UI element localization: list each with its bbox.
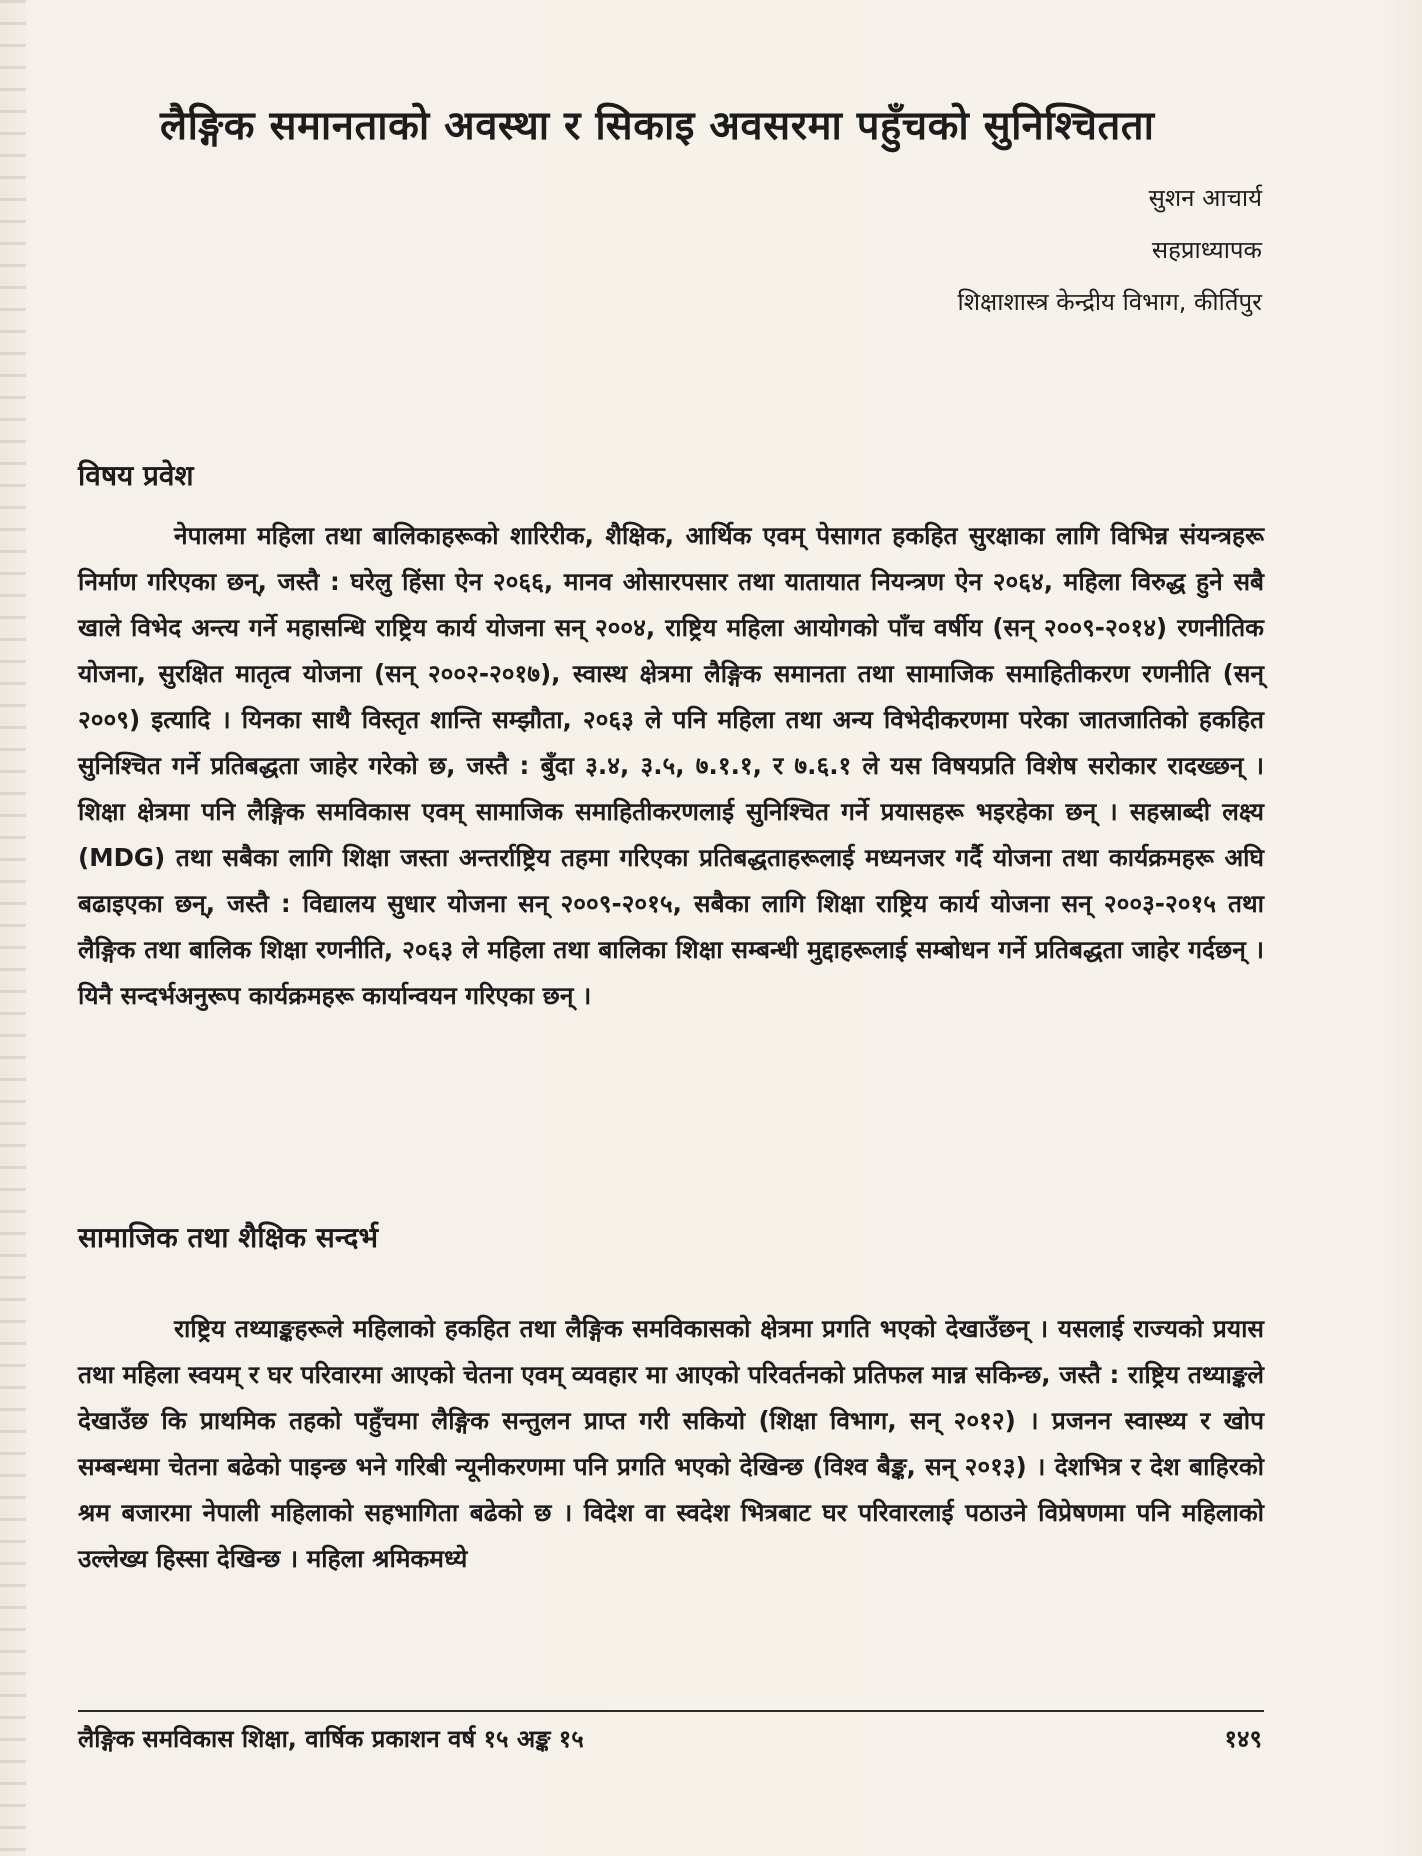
author-designation: सहप्राध्यापक xyxy=(1151,236,1262,264)
article-title: लैङ्गिक समानताको अवस्था र सिकाइ अवसरमा पहुँचको सुनिश्चितता xyxy=(160,103,1155,149)
section-heading-introduction: विषय प्रवेश xyxy=(78,459,194,492)
author-affiliation: शिक्षाशास्त्र केन्द्रीय विभाग, कीर्तिपुर xyxy=(957,288,1262,316)
section-paragraph-introduction: नेपालमा महिला तथा बालिकाहरूको शारिरीक, शैक्षिक, आर्थिक एवम् पेसागत हकहित सुरक्षाका लागि विभिन्न संयन्त्रहरू निर्माण गरिएका छन्, जस्तै : घरेलु हिंसा ऐन २०६६, मानव ओसारपसार तथा यातायात नियन्त्रण ऐन २०६४, महिला विरुद्ध हुने सबै खाले विभेद अन्त्य गर्ने महासन्धि राष्ट्रिय कार्य योजना सन् २००४, राष्ट्रिय महिला आयोगको पाँच वर्षीय (सन् २००९-२०१४) रणनीतिक योजना, सुरक्षित मातृत्व योजना (सन् २००२-२०१७), स्वास्थ क्षेत्रमा लैङ्गिक समानता तथा सामाजिक समाहितीकरण रणनीति (सन् २००९) इत्यादि । यिनका साथै विस्तृत शान्ति सम्झौता, २०६३ ले पनि महिला तथा अन्य विभेदीकरणमा परेका जातजातिको हकहित सुनिश्चित गर्ने प्रतिबद्धता जाहेर गरेको छ, जस्तै : बुँदा ३.४, ३.५, ७.१.१, र ७.६.१ ले यस विषयप्रति विशेष सरोकार रादख्छन् । शिक्षा क्षेत्रमा पनि लैङ्गिक समविकास एवम् सामाजिक समाहितीकरणलाई सुनिश्चित गर्ने प्रयासहरू भइरहेका छन् । सहस्राब्दी लक्ष्य (MDG) तथा सबैका लागि शिक्षा जस्ता अन्तर्राष्ट्रिय तहमा गरिएका प्रतिबद्धताहरूलाई मध्यनजर गर्दै योजना तथा कार्यक्रमहरू अघि बढाइएका छन्, जस्तै : विद्यालय सुधार योजना सन् २००९-२०१५, सबैका लागि शिक्षा राष्ट्रिय कार्य योजना सन् २००३-२०१५ तथा लैङ्गिक तथा बालिक शिक्षा रणनीति, २०६३ ले महिला तथा बालिका शिक्षा सम्बन्धी मुद्दाहरूलाई सम्बोधन गर्ने प्रतिबद्धता जाहेर गर्दछन् । यिनै सन्दर्भअनुरूप कार्यक्रमहरू कार्यान्वयन गरिएका छन् । xyxy=(78,521,1264,1010)
section-heading-social-context: सामाजिक तथा शैक्षिक सन्दर्भ xyxy=(78,1221,379,1254)
binding-edge xyxy=(0,0,26,1856)
footer-publication: लैङ्गिक समविकास शिक्षा, वार्षिक प्रकाशन वर्ष १५ अङ्क १५ xyxy=(78,1725,584,1753)
author-block xyxy=(662,172,1262,328)
page-number: १४९ xyxy=(1224,1725,1262,1753)
author-name: सुशन आचार्य xyxy=(1148,184,1262,212)
section-paragraph-social-context: राष्ट्रिय तथ्याङ्कहरूले महिलाको हकहित तथा लैङ्गिक समविकासको क्षेत्रमा प्रगति भएको देखाउँछन् । यसलाई राज्यको प्रयास तथा महिला स्वयम् र घर परिवारमा आएको चेतना एवम् व्यवहार मा आएको परिवर्तनको प्रतिफल मान्न सकिन्छ, जस्तै : राष्ट्रिय तथ्याङ्कले देखाउँछ कि प्राथमिक तहको पहुँचमा लैङ्गिक सन्तुलन प्राप्त गरी सकियो (शिक्षा विभाग, सन् २०१२) । प्रजनन स्वास्थ्य र खोप सम्बन्धमा चेतना बढेको पाइन्छ भने गरिबी न्यूनीकरणमा पनि प्रगति भएको देखिन्छ (विश्व बैङ्क, सन् २०१३) । देशभित्र र देश बाहिरको श्रम बजारमा नेपाली महिलाको सहभागिता बढेको छ । विदेश वा स्वदेश भित्रबाट घर परिवारलाई पठाउने विप्रेषणमा पनि महिलाको उल्लेख्य हिस्सा देखिन्छ । महिला श्रमिकमध्ये xyxy=(78,1314,1264,1573)
footer-rule xyxy=(78,1710,1264,1712)
